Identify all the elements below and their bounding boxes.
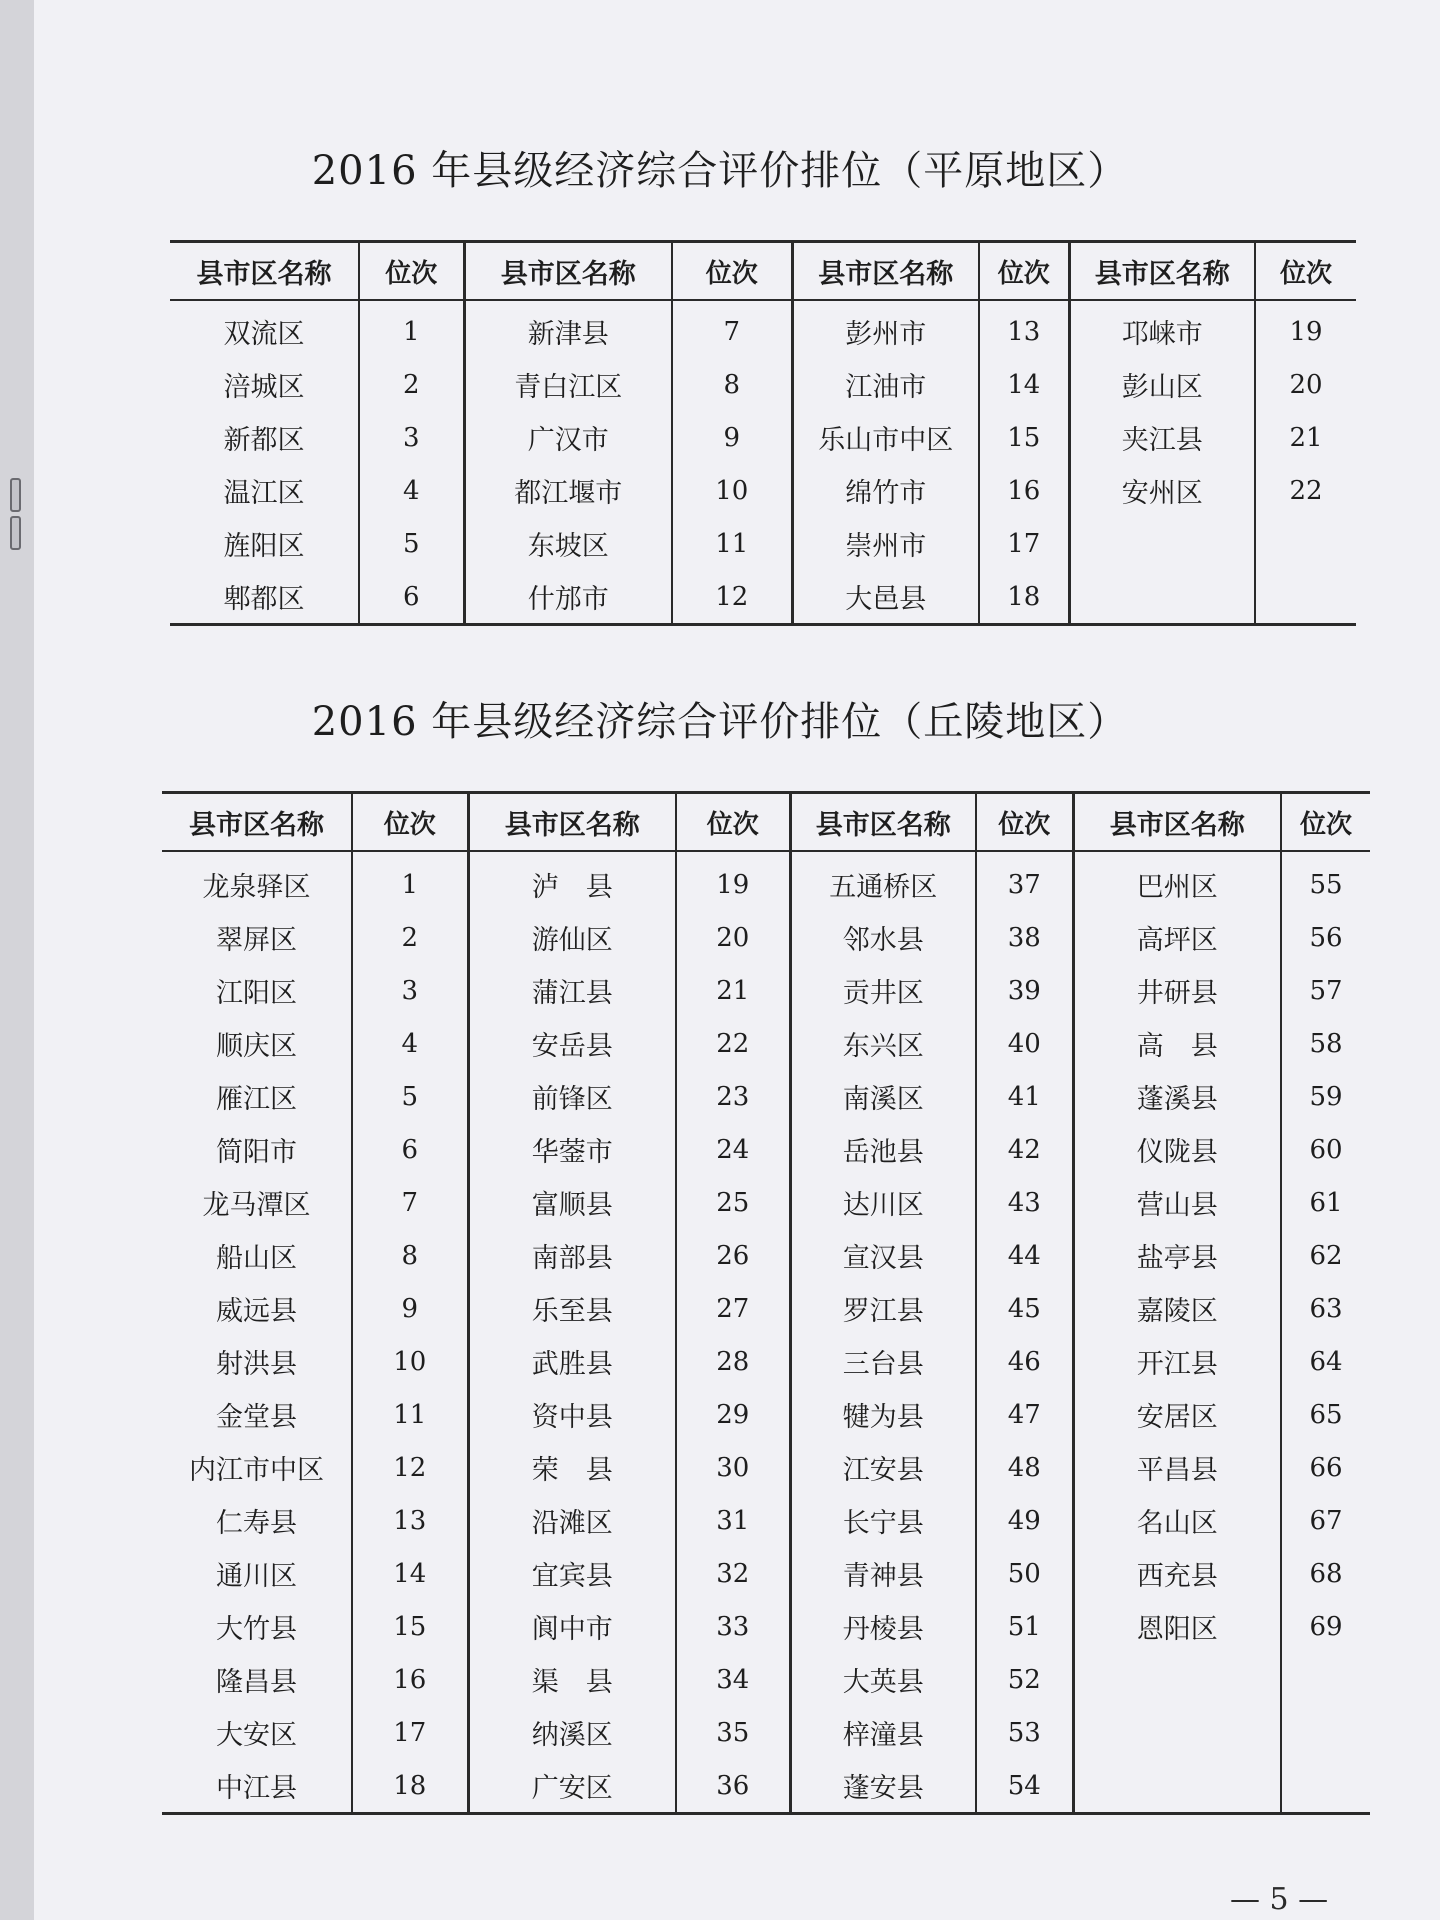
binder-clip <box>10 478 21 512</box>
county-name-cell: 绵竹市 <box>792 464 979 517</box>
table-row <box>162 1229 1370 1282</box>
county-name-cell: 乐山市中区 <box>792 411 979 464</box>
column-header-name: 县市区名称 <box>790 793 976 852</box>
rank-cell <box>1281 1653 1370 1706</box>
rank-cell: 11 <box>352 1388 468 1441</box>
table-row <box>162 1600 1370 1653</box>
county-name-cell: 纳溪区 <box>468 1706 676 1759</box>
rank-cell: 48 <box>976 1441 1073 1494</box>
county-name-cell: 金堂县 <box>162 1388 352 1441</box>
county-name-cell: 什邡市 <box>464 570 672 625</box>
rank-cell: 19 <box>1289 316 1323 347</box>
column-header-rank: 位次 <box>979 242 1069 301</box>
rank-cell: 26 <box>676 1229 790 1282</box>
table-row <box>170 464 1356 517</box>
table-row <box>162 911 1370 964</box>
table-row <box>162 1176 1370 1229</box>
county-name-cell: 夹江县 <box>1069 411 1255 464</box>
rank-cell: 68 <box>1309 1558 1343 1589</box>
county-name-cell: 三台县 <box>790 1335 976 1388</box>
rank-cell: 52 <box>976 1653 1073 1706</box>
table-row <box>162 1547 1370 1600</box>
rank-cell: 20 <box>1289 369 1323 400</box>
county-name-cell: 南部县 <box>468 1229 676 1282</box>
rank-cell: 41 <box>976 1070 1073 1123</box>
county-name-cell: 岳池县 <box>790 1123 976 1176</box>
rank-cell: 32 <box>676 1547 790 1600</box>
column-header-rank: 位次 <box>1255 242 1356 301</box>
rank-cell: 34 <box>676 1653 790 1706</box>
rank-cell: 35 <box>676 1706 790 1759</box>
rank-cell: 9 <box>352 1282 468 1335</box>
rank-cell: 8 <box>672 358 792 411</box>
rank-cell: 4 <box>359 464 464 517</box>
header-row <box>170 242 1356 301</box>
rank-cell: 40 <box>976 1017 1073 1070</box>
rank-cell: 42 <box>976 1123 1073 1176</box>
county-name-cell: 丹棱县 <box>790 1600 976 1653</box>
county-name-cell: 郫都区 <box>170 570 359 625</box>
county-name-cell: 泸 县 <box>468 851 676 911</box>
rank-cell: 30 <box>676 1441 790 1494</box>
plain-region-title: 2016 年县级经济综合评价排位（平原地区） <box>311 148 1129 194</box>
county-name-cell: 射洪县 <box>162 1335 352 1388</box>
column-header-rank: 位次 <box>676 793 790 852</box>
header-row <box>162 793 1370 852</box>
rank-cell: 37 <box>976 851 1073 911</box>
rank-cell: 2 <box>352 911 468 964</box>
table-row <box>170 411 1356 464</box>
county-name-cell: 富顺县 <box>468 1176 676 1229</box>
rank-cell: 43 <box>976 1176 1073 1229</box>
rank-cell: 19 <box>676 851 790 911</box>
column-header-rank: 位次 <box>352 793 468 852</box>
county-name-cell: 顺庆区 <box>162 1017 352 1070</box>
rank-cell: 23 <box>676 1070 790 1123</box>
county-name-cell: 青白江区 <box>464 358 672 411</box>
county-name-cell: 新都区 <box>170 411 359 464</box>
county-name-cell: 乐至县 <box>468 1282 676 1335</box>
county-name-cell: 都江堰市 <box>464 464 672 517</box>
rank-cell: 11 <box>672 517 792 570</box>
county-name-cell: 渠 县 <box>468 1653 676 1706</box>
table-row <box>162 1017 1370 1070</box>
rank-cell: 10 <box>672 464 792 517</box>
table-row <box>162 1335 1370 1388</box>
table-row <box>162 851 1370 911</box>
rank-cell: 59 <box>1309 1081 1343 1112</box>
rank-cell: 36 <box>676 1759 790 1814</box>
rank-cell: 47 <box>976 1388 1073 1441</box>
rank-cell: 45 <box>976 1282 1073 1335</box>
county-name-cell: 宣汉县 <box>790 1229 976 1282</box>
rank-cell: 65 <box>1309 1399 1343 1430</box>
rank-cell: 10 <box>352 1335 468 1388</box>
rank-cell: 3 <box>352 964 468 1017</box>
county-name-cell: 华蓥市 <box>468 1123 676 1176</box>
rank-cell: 60 <box>1309 1134 1343 1165</box>
county-name-cell: 江安县 <box>790 1441 976 1494</box>
county-name-cell: 简阳市 <box>162 1123 352 1176</box>
rank-cell: 2 <box>359 358 464 411</box>
county-name-cell: 平昌县 <box>1073 1441 1281 1494</box>
county-name-cell: 梓潼县 <box>790 1706 976 1759</box>
county-name-cell: 温江区 <box>170 464 359 517</box>
rank-cell: 55 <box>1309 869 1343 900</box>
county-name-cell: 沿滩区 <box>468 1494 676 1547</box>
county-name-cell: 崇州市 <box>792 517 979 570</box>
table-row <box>170 517 1356 570</box>
county-name-cell: 安州区 <box>1069 464 1255 517</box>
county-name-cell: 犍为县 <box>790 1388 976 1441</box>
column-header-name: 县市区名称 <box>162 793 352 852</box>
county-name-cell: 高坪区 <box>1073 911 1281 964</box>
rank-cell: 25 <box>676 1176 790 1229</box>
county-name-cell: 蓬安县 <box>790 1759 976 1814</box>
county-name-cell: 中江县 <box>162 1759 352 1814</box>
rank-cell: 49 <box>976 1494 1073 1547</box>
table-row <box>170 570 1356 625</box>
rank-cell: 39 <box>976 964 1073 1017</box>
table-row <box>170 358 1356 411</box>
county-name-cell: 龙马潭区 <box>162 1176 352 1229</box>
county-name-cell: 安居区 <box>1073 1388 1281 1441</box>
rank-cell: 7 <box>672 300 792 358</box>
rank-cell <box>1281 1759 1370 1814</box>
county-name-cell: 营山县 <box>1073 1176 1281 1229</box>
county-name-cell: 资中县 <box>468 1388 676 1441</box>
rank-cell: 5 <box>359 517 464 570</box>
rank-cell: 7 <box>352 1176 468 1229</box>
table-row <box>162 1494 1370 1547</box>
rank-cell: 1 <box>359 300 464 358</box>
county-name-cell: 宜宾县 <box>468 1547 676 1600</box>
rank-cell: 6 <box>359 570 464 625</box>
column-header-name: 县市区名称 <box>468 793 676 852</box>
table-row <box>162 1441 1370 1494</box>
county-name-cell: 大邑县 <box>792 570 979 625</box>
table-row <box>162 1070 1370 1123</box>
rank-cell: 21 <box>1289 422 1323 453</box>
rank-cell: 31 <box>676 1494 790 1547</box>
county-name-cell: 彭山区 <box>1069 358 1255 411</box>
column-header-name: 县市区名称 <box>170 242 359 301</box>
rank-cell: 67 <box>1309 1505 1343 1536</box>
county-name-cell: 大安区 <box>162 1706 352 1759</box>
table-row <box>162 1388 1370 1441</box>
rank-cell: 4 <box>352 1017 468 1070</box>
hill-region-ranking-table <box>162 791 1370 1815</box>
rank-cell: 46 <box>976 1335 1073 1388</box>
rank-cell: 15 <box>352 1600 468 1653</box>
column-header-rank: 位次 <box>976 793 1073 852</box>
table-row <box>162 1653 1370 1706</box>
table-row <box>162 964 1370 1017</box>
column-header-name: 县市区名称 <box>1069 242 1255 301</box>
county-name-cell: 广汉市 <box>464 411 672 464</box>
county-name-cell: 江阳区 <box>162 964 352 1017</box>
table-row <box>162 1706 1370 1759</box>
binder-clip <box>10 516 21 550</box>
county-name-cell: 西充县 <box>1073 1547 1281 1600</box>
county-name-cell: 盐亭县 <box>1073 1229 1281 1282</box>
rank-cell: 13 <box>979 300 1069 358</box>
county-name-cell: 长宁县 <box>790 1494 976 1547</box>
rank-cell: 6 <box>352 1123 468 1176</box>
plain-region-ranking-table <box>170 240 1356 626</box>
county-name-cell: 内江市中区 <box>162 1441 352 1494</box>
column-header-rank: 位次 <box>359 242 464 301</box>
county-name-cell: 船山区 <box>162 1229 352 1282</box>
rank-cell: 27 <box>676 1282 790 1335</box>
rank-cell <box>1255 517 1356 570</box>
county-name-cell: 荣 县 <box>468 1441 676 1494</box>
rank-cell: 44 <box>976 1229 1073 1282</box>
county-name-cell: 威远县 <box>162 1282 352 1335</box>
rank-cell: 14 <box>352 1547 468 1600</box>
county-name-cell: 巴州区 <box>1073 851 1281 911</box>
column-header-rank: 位次 <box>1281 793 1370 852</box>
county-name-cell: 开江县 <box>1073 1335 1281 1388</box>
county-name-cell: 邻水县 <box>790 911 976 964</box>
rank-cell: 64 <box>1309 1346 1343 1377</box>
county-name-cell <box>1073 1653 1281 1706</box>
rank-cell: 20 <box>676 911 790 964</box>
rank-cell: 18 <box>979 570 1069 625</box>
rank-cell: 61 <box>1309 1187 1343 1218</box>
county-name-cell: 旌阳区 <box>170 517 359 570</box>
rank-cell: 56 <box>1309 922 1343 953</box>
rank-cell: 24 <box>676 1123 790 1176</box>
rank-cell: 22 <box>676 1017 790 1070</box>
county-name-cell: 武胜县 <box>468 1335 676 1388</box>
rank-cell <box>1281 1706 1370 1759</box>
rank-cell: 69 <box>1309 1611 1343 1642</box>
county-name-cell: 大竹县 <box>162 1600 352 1653</box>
table-row <box>162 1759 1370 1814</box>
county-name-cell: 青神县 <box>790 1547 976 1600</box>
rank-cell: 9 <box>672 411 792 464</box>
county-name-cell: 仁寿县 <box>162 1494 352 1547</box>
column-header-rank: 位次 <box>672 242 792 301</box>
rank-cell: 13 <box>352 1494 468 1547</box>
county-name-cell <box>1073 1706 1281 1759</box>
rank-cell: 12 <box>672 570 792 625</box>
county-name-cell: 彭州市 <box>792 300 979 358</box>
rank-cell: 5 <box>352 1070 468 1123</box>
county-name-cell: 游仙区 <box>468 911 676 964</box>
county-name-cell: 通川区 <box>162 1547 352 1600</box>
rank-cell: 62 <box>1309 1240 1343 1271</box>
rank-cell: 12 <box>352 1441 468 1494</box>
rank-cell <box>1255 570 1356 625</box>
rank-cell: 17 <box>352 1706 468 1759</box>
county-name-cell: 阆中市 <box>468 1600 676 1653</box>
county-name-cell: 龙泉驿区 <box>162 851 352 911</box>
county-name-cell: 大英县 <box>790 1653 976 1706</box>
county-name-cell: 蓬溪县 <box>1073 1070 1281 1123</box>
binding-strip <box>0 0 34 1920</box>
rank-cell: 3 <box>359 411 464 464</box>
county-name-cell: 双流区 <box>170 300 359 358</box>
county-name-cell: 仪陇县 <box>1073 1123 1281 1176</box>
county-name-cell <box>1069 517 1255 570</box>
rank-cell: 54 <box>976 1759 1073 1814</box>
county-name-cell: 高 县 <box>1073 1017 1281 1070</box>
page-number: — 5 — <box>1230 1882 1329 1917</box>
county-name-cell: 雁江区 <box>162 1070 352 1123</box>
county-name-cell: 前锋区 <box>468 1070 676 1123</box>
rank-cell: 63 <box>1309 1293 1343 1324</box>
table-row <box>170 300 1356 358</box>
rank-cell: 28 <box>676 1335 790 1388</box>
rank-cell: 21 <box>676 964 790 1017</box>
hill-region-title: 2016 年县级经济综合评价排位（丘陵地区） <box>311 699 1129 745</box>
rank-cell: 14 <box>979 358 1069 411</box>
county-name-cell: 邛崃市 <box>1069 300 1255 358</box>
rank-cell: 18 <box>352 1759 468 1814</box>
county-name-cell: 翠屏区 <box>162 911 352 964</box>
county-name-cell: 安岳县 <box>468 1017 676 1070</box>
rank-cell: 57 <box>1309 975 1343 1006</box>
county-name-cell: 达川区 <box>790 1176 976 1229</box>
rank-cell: 16 <box>979 464 1069 517</box>
rank-cell: 22 <box>1289 475 1323 506</box>
county-name-cell: 南溪区 <box>790 1070 976 1123</box>
county-name-cell: 新津县 <box>464 300 672 358</box>
county-name-cell: 五通桥区 <box>790 851 976 911</box>
rank-cell: 17 <box>979 517 1069 570</box>
rank-cell: 53 <box>976 1706 1073 1759</box>
column-header-name: 县市区名称 <box>1073 793 1281 852</box>
county-name-cell: 嘉陵区 <box>1073 1282 1281 1335</box>
column-header-name: 县市区名称 <box>792 242 979 301</box>
county-name-cell: 江油市 <box>792 358 979 411</box>
rank-cell: 16 <box>352 1653 468 1706</box>
rank-cell: 1 <box>352 851 468 911</box>
county-name-cell: 东兴区 <box>790 1017 976 1070</box>
rank-cell: 29 <box>676 1388 790 1441</box>
county-name-cell <box>1069 570 1255 625</box>
rank-cell: 8 <box>352 1229 468 1282</box>
rank-cell: 66 <box>1309 1452 1343 1483</box>
rank-cell: 51 <box>976 1600 1073 1653</box>
county-name-cell: 东坡区 <box>464 517 672 570</box>
county-name-cell: 广安区 <box>468 1759 676 1814</box>
column-header-name: 县市区名称 <box>464 242 672 301</box>
county-name-cell: 蒲江县 <box>468 964 676 1017</box>
county-name-cell: 隆昌县 <box>162 1653 352 1706</box>
rank-cell: 58 <box>1309 1028 1343 1059</box>
county-name-cell: 涪城区 <box>170 358 359 411</box>
rank-cell: 50 <box>976 1547 1073 1600</box>
rank-cell: 33 <box>676 1600 790 1653</box>
county-name-cell: 恩阳区 <box>1073 1600 1281 1653</box>
table-row <box>162 1282 1370 1335</box>
county-name-cell: 名山区 <box>1073 1494 1281 1547</box>
county-name-cell <box>1073 1759 1281 1814</box>
rank-cell: 15 <box>979 411 1069 464</box>
county-name-cell: 井研县 <box>1073 964 1281 1017</box>
table-row <box>162 1123 1370 1176</box>
county-name-cell: 贡井区 <box>790 964 976 1017</box>
county-name-cell: 罗江县 <box>790 1282 976 1335</box>
rank-cell: 38 <box>976 911 1073 964</box>
